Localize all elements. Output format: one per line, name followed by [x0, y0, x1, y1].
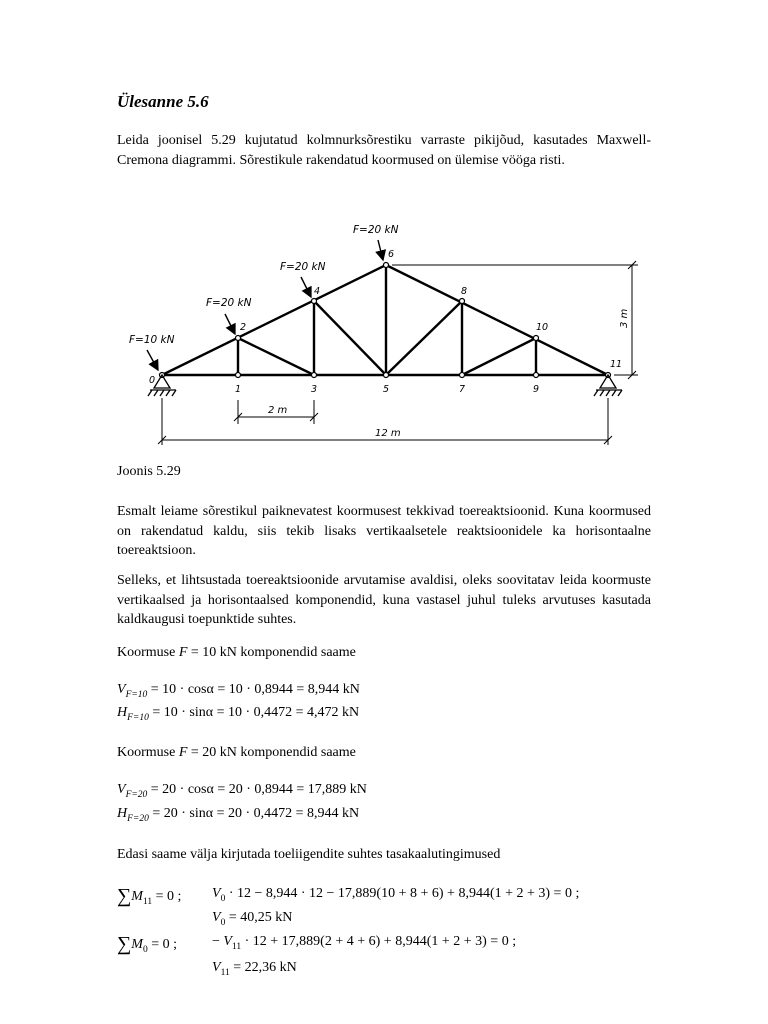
dim-panel-label: 2 m	[268, 405, 288, 416]
node-label-6: 6	[388, 249, 395, 260]
comp10-heading: Koormuse F = 10 kN komponendid saame	[117, 645, 356, 660]
top-chord-left	[162, 265, 386, 375]
node-label-3: 3	[311, 384, 318, 395]
node-label-9: 9	[533, 384, 540, 395]
load-arrow-0	[147, 350, 158, 370]
load-label-2: F=20 kN	[206, 297, 252, 309]
comp20-vertical-eq: $V_{F=20} = 20 \cdot \cos\alpha = 20 \cdot 0,8944 = 17,889$ kN	[117, 782, 367, 800]
node-label-7: 7	[459, 384, 466, 395]
node-label-0: 0	[149, 375, 156, 386]
equilibrium-intro: Edasi saame välja kirjutada toeliigendite suhtes tasakaalutingimused	[117, 847, 501, 862]
page-title: Ülesanne 5.6	[117, 92, 209, 111]
load-arrow-4	[301, 277, 311, 297]
dim-height-label: 3 m	[619, 308, 630, 328]
eq2-condition: $\sum M_0 = 0$ ;	[117, 933, 177, 955]
comp20-heading: Koormuse F = 20 kN komponendid saame	[117, 745, 356, 760]
eq1-condition: $\sum M_{11} = 0$ ;	[117, 885, 182, 907]
paragraph-components: Selleks, et lihtsustada toereaktsioonide arvutamise avaldisi, oleks soovitatav leida koormuste vertikaalsed ja horisontaalsed komponendid, kuna vastasel juhul tuleks arvutuses kasutada kaldkaugusi toepunktide suhtes.	[117, 573, 651, 627]
load-label-6: F=20 kN	[353, 224, 399, 236]
node-label-5: 5	[383, 384, 390, 395]
load-arrow-2	[225, 314, 235, 334]
truss-figure	[100, 210, 660, 455]
eq1-result: $V_0 = 40,25$ kN	[212, 910, 293, 928]
eq2-expression: − $V_{11} \cdot 12 + 17,889(2 + 4 + 6) + 8,944(1 + 2 + 3) = 0$ ;	[212, 934, 517, 952]
comp20-horizontal-eq: $H_{F=20} = 20 \cdot \sin\alpha = 20 \cdot 0,4472 = 8,944$ kN	[117, 806, 360, 824]
paragraph-reactions: Esmalt leiame sõrestikul paiknevatest koormusest tekkivad toereaktsioonid. Kuna koormused on rakendatud kaldu, siis tekib lisaks vertikaalsetele reaktsioonidele ka horisontaalne toereaktsioon.	[117, 504, 651, 558]
load-label-4: F=20 kN	[280, 261, 326, 273]
node-label-8: 8	[461, 286, 468, 297]
node-label-10: 10	[536, 322, 549, 333]
load-arrow-6	[378, 240, 383, 260]
intro-paragraph: Leida joonisel 5.29 kujutatud kolmnurksõrestiku varraste pikijõud, kasutades Maxwell-Cremona diagrammi. Sõrestikule rakendatud koormused on ülemise vööga risti.	[117, 133, 651, 168]
figure-caption: Joonis 5.29	[117, 464, 181, 479]
node-label-11: 11	[610, 359, 623, 370]
eq2-result: $V_{11} = 22,36$ kN	[212, 960, 297, 978]
dim-span-label: 12 m	[375, 428, 401, 439]
node-label-1: 1	[235, 384, 242, 395]
eq1-expression: $V_0 \cdot 12 - 8,944 \cdot 12 - 17,889(10 + 8 + 6) + 8,944(1 + 2 + 3) = 0$ ;	[212, 886, 580, 904]
comp10-vertical-eq: $V_{F=10} = 10 \cdot \cos\alpha = 10 \cdot 0,8944 = 8,944$ kN	[117, 682, 360, 700]
node-label-4: 4	[314, 286, 321, 297]
node-label-2: 2	[240, 322, 247, 333]
truss-members	[162, 265, 608, 375]
dim-height	[392, 261, 638, 379]
right-support	[594, 375, 622, 396]
load-label-0: F=10 kN	[129, 334, 175, 346]
comp10-horizontal-eq: $H_{F=10} = 10 \cdot \sin\alpha = 10 \cdot 0,4472 = 4,472$ kN	[117, 705, 360, 723]
